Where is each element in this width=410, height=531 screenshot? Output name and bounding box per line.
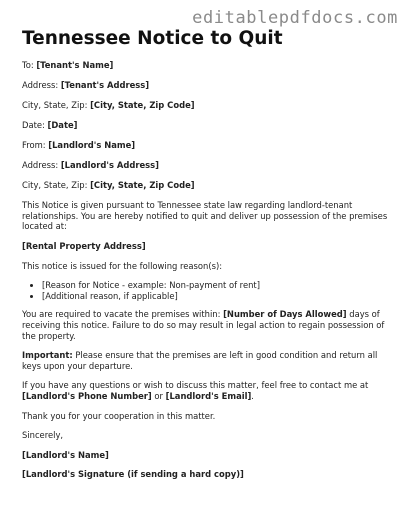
from-label: From: [22,140,46,151]
tenant-city-label: City, State, Zip: [22,100,88,111]
date-field: [Date] [47,120,78,131]
landlord-phone-field: [Landlord's Phone Number] [22,390,152,401]
landlord-email-field: [Landlord's Email] [165,390,252,401]
landlord-name-field: [Landlord's Name] [48,140,136,151]
to-label: To: [22,60,34,71]
important-label: Important: [22,350,73,361]
list-item: • [Reason for Notice - example: Non-payment of rent] [42,280,394,291]
signature-field: [Landlord's Signature (if sending a hard copy)] [22,469,244,480]
landlord-city-field: [City, State, Zip Code] [90,180,195,191]
important-text: Please ensure that the premises are left in good condition and return all keys upon your departure. [22,350,378,371]
vacate-text-start: You are required to vacate the premises within: [22,309,224,320]
vacate-text-end: days of receiving this notice. Failure to do so may result in legal action to regain possession of the property. [22,309,385,341]
property-address-field: [Rental Property Address] [22,241,146,252]
tenant-address-label: Address: [22,80,59,91]
date-label: Date: [22,120,45,131]
contact-paragraph [22,380,394,401]
tenant-address-field: [Tenant's Address] [60,80,150,91]
contact-text-end: . [251,390,254,401]
signature-name-field: [Landlord's Name] [22,449,109,460]
reasons-list [22,280,394,301]
tenant-city-field: [City, State, Zip Code] [90,100,195,111]
landlord-city-label: City, State, Zip: [22,180,88,191]
site-watermark: editablepdfdocs.com [192,8,398,28]
closing-line: Sincerely, [22,430,64,441]
to-line [22,60,394,71]
list-item: • [Additional reason, if applicable] [42,291,394,302]
landlord-address-field: [Landlord's Address] [60,160,159,171]
tenant-address-line [22,80,394,91]
important-paragraph [22,350,394,371]
contact-text-start: If you have any questions or wish to discuss this matter, feel free to contact me at [22,380,369,391]
from-line [22,140,394,151]
thanks-line: Thank you for your cooperation in this matter. [22,410,216,421]
landlord-address-label: Address: [22,160,59,171]
date-line [22,120,394,131]
document-title: Tennessee Notice to Quit [22,28,283,49]
landlord-address-line [22,160,394,171]
vacate-paragraph [22,309,394,341]
tenant-name-field: [Tenant's Name] [36,60,114,71]
reasons-intro: This notice is issued for the following reason(s): [22,260,223,271]
intro-paragraph: This Notice is given pursuant to Tennessee state law regarding landlord-tenant relationships. You are hereby notified to quit and deliver up possession of the premises located at: [22,200,388,232]
notice-document [22,28,394,489]
contact-text-middle: or [151,390,166,401]
landlord-city-line [22,180,394,191]
tenant-city-line [22,100,394,111]
days-allowed-field: [Number of Days Allowed] [223,309,347,320]
